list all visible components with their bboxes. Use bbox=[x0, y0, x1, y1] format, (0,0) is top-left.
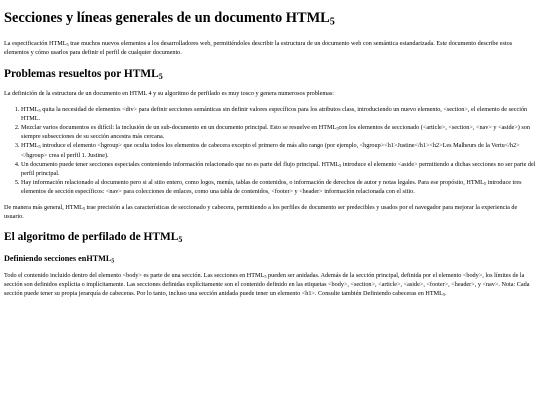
list-item: 5. Hay información relacionado al documento pero si al sitio entero, como logos, menús, tablas de contenidos, o información de derechos de autor y notas legales. Para ese propósito, $HTML_5$ introduce tres elementos de sección específicos: <nav> para colecciones de enlaces, como una tabla de contenidos, <footer> y <header> información relacionada con el sitio. bbox=[21, 178, 536, 196]
problems-paragraph: La definición de la estructura de un documento en HTML 4 y su algoritmo de perfilado es muy tosco y genera numerosos problemas: bbox=[4, 90, 335, 98]
section-heading-algorithm: El algoritmo de perfilado de $HTML_5$ bbox=[4, 231, 183, 244]
problems-list bbox=[4, 105, 536, 197]
sections-paragraph: Todo el contenido incluido dentro del elemento <body> es parte de una sección. Las secciones en $HTML_5$ pueden ser anidadas. Además de la sección principal, definida por el elemento <body>, los límites de la sección son definidos explícita o implícitamente. Las secciones definidas explícitamente son el contenido definido en las etiquetas <body>, <section>, <article>, <aside>, <footer>, <header>, y <nav>. Nota: Cada sección puede tener su propia jerarquía de cabeceras. Por lo tanto, incluso una sección anidada puede tener un elemento <h1>. Consulte también Definiendo cabeceras en $HTML_5$. bbox=[4, 271, 530, 298]
list-item: 2. Mezclar varios documentos es difícil: la inclusión de un sub-documento en un documento principal. Esto se resuelve en $HTML_5con$ los elementos de seccionado (<article>, <section>, <nav> y <aside>) son siempre subsecciones de su sección ancestra más cercana. bbox=[21, 123, 536, 141]
section-heading-problems: Problemas resueltos por $HTML_5$ bbox=[4, 67, 163, 81]
page-title: Secciones y líneas generales de un documento $HTML_5$ bbox=[4, 10, 335, 28]
intro-paragraph: La especificación $HTML_5$ trae muchos nuevos elementos a los desarrolladores web, permitiéndoles describir la estructura de un documento web con semántica estandarizada. Este documento describe estos elementos y cómo usarlos para definir el perfil de cualquier documento. bbox=[4, 40, 513, 57]
summary-paragraph: De manera más general, $HTML_5$ trae precisión a las características de seccionado y cabecera, permitiendo a los perfiles de documento ser predecibles y usados por el navegador para mejorar la experiencia de usuario. bbox=[4, 203, 518, 220]
list-item: 1. $HTML_5$ quita la necesidad de elementos <div> para definir secciones semánticas sin definir valores específicos para los atributos class, introduciendo un nuevo elemento, <section>, el elemento de sección HTML. bbox=[21, 105, 536, 123]
subsection-heading-defining-sections: Definiendo secciones enHTML$_5$ bbox=[4, 253, 115, 265]
list-item: 4. Un documento puede tener secciones especiales conteniendo información relacionado que no es parte del flujo principal. $HTML_5$ introduce el elemento <aside> permitiendo a dichas secciones no ser parte del perfil principal. bbox=[21, 160, 536, 178]
list-item: 3. $HTML_5$ introduce el elemento <hgroup> que oculta todos los elementos de cabecera excepto el primero de más alto rango (por ejemplo, <hgroup><h1>Justine</h1><h2>Les Malheurs de la Vertu</h2></hgroup> crea el perfil 1. Justine). bbox=[21, 141, 536, 159]
